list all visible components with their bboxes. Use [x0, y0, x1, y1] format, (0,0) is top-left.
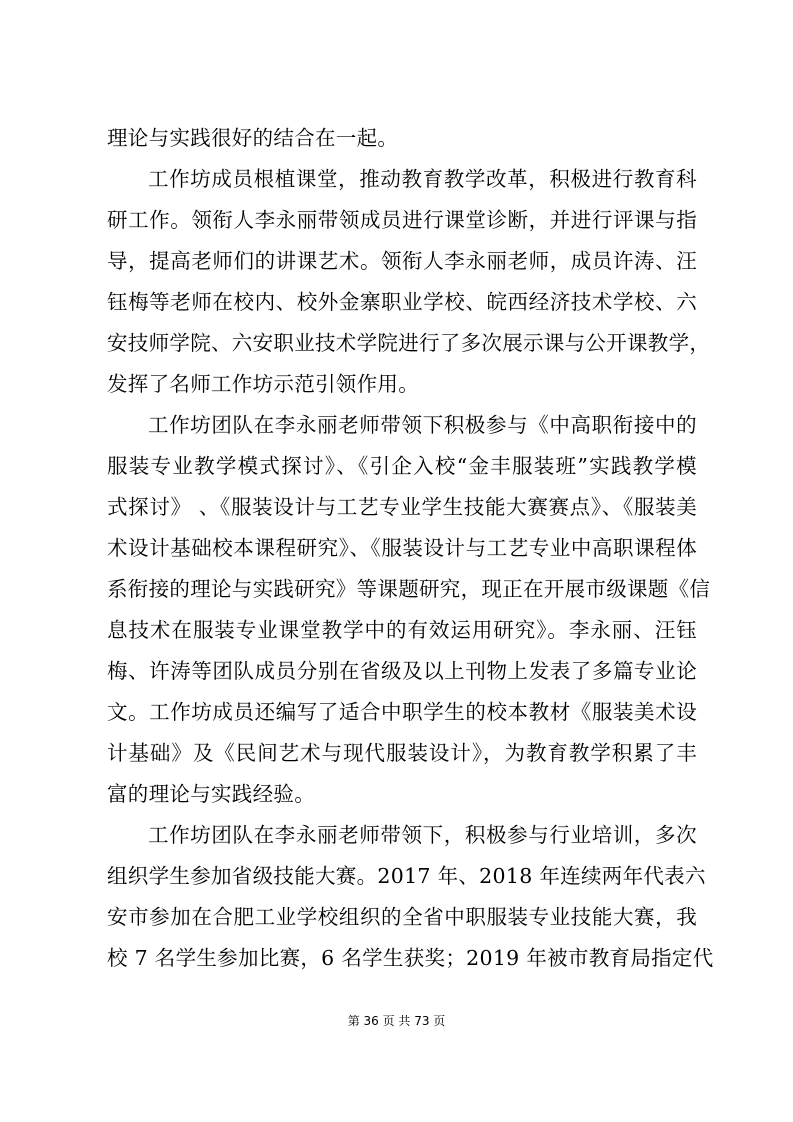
text-line: 服装专业教学模式探讨》、《引企入校“金丰服装班”实践教学模 [107, 454, 697, 478]
text-line: 工作坊成员根植课堂，推动教育教学改革，积极进行教育科 [148, 167, 697, 191]
text-line: 理论与实践很好的结合在一起。 [107, 126, 399, 150]
text-line: 系衔接的理论与实践研究》等课题研究，现正在开展市级课题《信 [107, 577, 711, 601]
text-line: 安技师学院、六安职业技术学院进行了多次展示课与公开课教学， [107, 331, 711, 355]
text-line: 发挥了名师工作坊示范引领作用。 [107, 372, 419, 396]
text-line: 研工作。领衔人李永丽带领成员进行课堂诊断，并进行评课与指 [107, 208, 697, 232]
text-line: 工作坊团队在李永丽老师带领下积极参与《中高职衔接中的 [148, 413, 697, 437]
page-number-footer: 第 36 页 共 73 页 [347, 1014, 446, 1028]
text-line: 工作坊团队在李永丽老师带领下，积极参与行业培训，多次 [148, 823, 697, 847]
text-line: 安市参加在合肥工业学校组织的全省中职服装专业技能大赛，我 [107, 905, 697, 929]
text-line: 梅、许涛等团队成员分别在省级及以上刊物上发表了多篇专业论 [107, 659, 697, 683]
text-line: 文。工作坊成员还编写了适合中职学生的校本教材《服装美术设 [107, 700, 697, 724]
text-line: 导，提高老师们的讲课艺术。领衔人李永丽老师，成员许涛、汪 [107, 249, 697, 273]
text-line: 组织学生参加省级技能大赛。2017 年、2018 年连续两年代表六 [107, 864, 706, 888]
text-line: 富的理论与实践经验。 [107, 782, 315, 806]
text-line: 式探讨》 、《服装设计与工艺专业学生技能大赛赛点》、《服装美 [107, 495, 697, 519]
text-line: 校 7 名学生参加比赛，6 名学生获奖；2019 年被市教育局指定代 [107, 946, 714, 970]
text-line: 钰梅等老师在校内、校外金寨职业学校、皖西经济技术学校、六 [107, 290, 697, 314]
text-line: 息技术在服装专业课堂教学中的有效运用研究》。李永丽、汪钰 [107, 618, 697, 642]
text-line: 术设计基础校本课程研究》、《服装设计与工艺专业中高职课程体 [107, 536, 697, 560]
text-line: 计基础》及《民间艺术与现代服装设计》，为教育教学积累了丰 [107, 741, 697, 765]
